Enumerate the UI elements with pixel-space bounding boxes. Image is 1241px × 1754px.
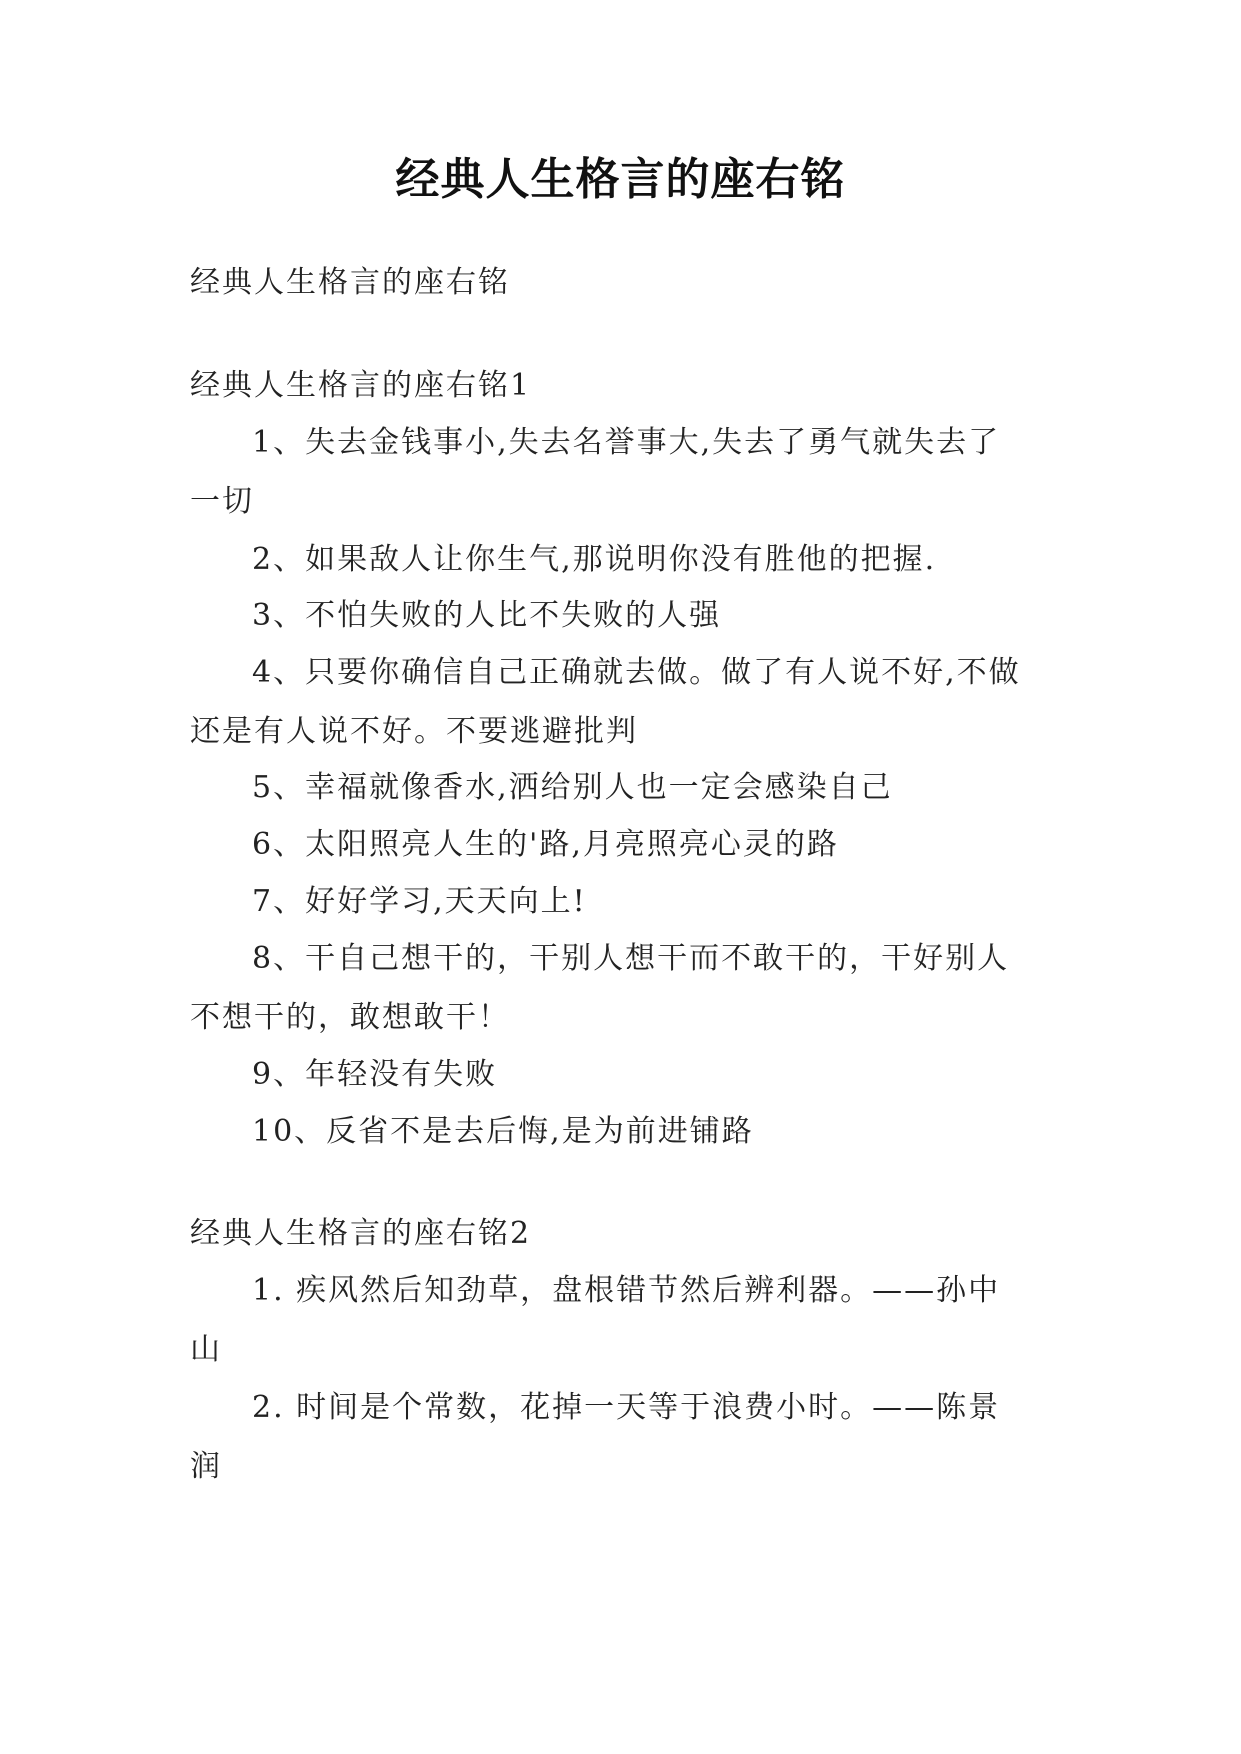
motto-line-continuation: 还是有人说不好。不要逃避批判 xyxy=(190,714,638,749)
motto-line: 8、干自己想干的，干别人想干而不敢干的，干好别人 xyxy=(252,941,1010,976)
quote-line: 2. 时间是个常数，花掉一天等于浪费小时。——陈景 xyxy=(252,1390,1001,1425)
document-title: 经典人生格言的座右铭 xyxy=(395,154,846,205)
motto-line: 6、太阳照亮人生的'路,月亮照亮心灵的路 xyxy=(252,827,839,862)
quote-line-continuation: 山 xyxy=(190,1332,222,1367)
motto-line-continuation: 一切 xyxy=(190,484,254,519)
motto-line: 10、反省不是去后悔,是为前进铺路 xyxy=(252,1114,754,1149)
document-subtitle: 经典人生格言的座右铭 xyxy=(190,265,510,300)
motto-line: 1、失去金钱事小,失去名誉事大,失去了勇气就失去了 xyxy=(252,425,1001,460)
motto-line: 5、幸福就像香水,洒给别人也一定会感染自己 xyxy=(252,770,893,805)
quote-line-continuation: 润 xyxy=(190,1449,222,1484)
quote-line: 1. 疾风然后知劲草，盘根错节然后辨利器。——孙中 xyxy=(252,1273,1001,1308)
section-heading-1: 经典人生格言的座右铭1 xyxy=(190,368,532,403)
motto-line: 3、不怕失败的人比不失败的人强 xyxy=(252,598,722,633)
section-heading-2: 经典人生格言的座右铭2 xyxy=(190,1216,532,1251)
motto-line: 7、好好学习,天天向上! xyxy=(252,884,587,919)
motto-line: 2、如果敌人让你生气,那说明你没有胜他的把握. xyxy=(252,542,937,577)
motto-line: 4、只要你确信自己正确就去做。做了有人说不好,不做 xyxy=(252,655,1021,690)
motto-line-continuation: 不想干的，敢想敢干！ xyxy=(190,1000,510,1035)
motto-line: 9、年轻没有失败 xyxy=(252,1057,498,1092)
